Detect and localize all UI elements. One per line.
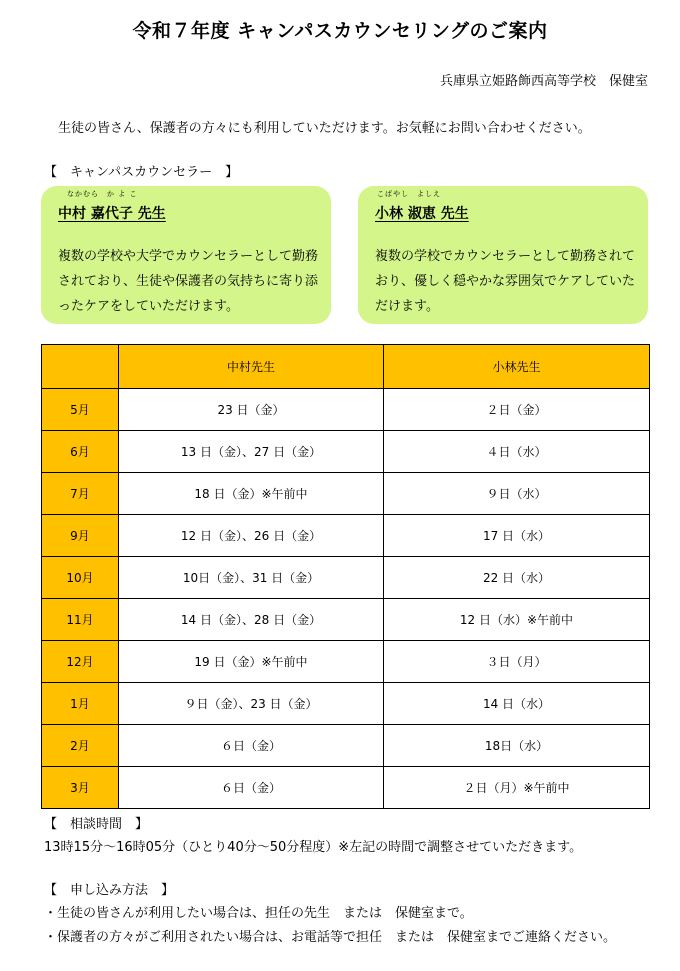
application-item-students: ・生徒の皆さんが利用したい場合は、担任の先生 または 保健室まで。	[44, 906, 473, 921]
header-cell-kobayashi: 小林先生	[384, 345, 650, 389]
kobayashi-date-cell: 12 日（水）※午前中	[384, 599, 650, 641]
kobayashi-date-cell: ９日（水）	[384, 473, 650, 515]
month-cell: 3月	[42, 767, 119, 809]
nakamura-date-cell: 19 日（金）※午前中	[119, 641, 384, 683]
table-row	[42, 389, 650, 431]
schedule-header-row	[42, 345, 650, 389]
kobayashi-date-cell: ２日（金）	[384, 389, 650, 431]
month-cell: 9月	[42, 515, 119, 557]
kobayashi-date-cell: 18日（水）	[384, 725, 650, 767]
month-cell: 7月	[42, 473, 119, 515]
counselor-card-kobayashi	[358, 186, 648, 324]
month-cell: 2月	[42, 725, 119, 767]
nakamura-date-cell: 14 日（金）、28 日（金）	[119, 599, 384, 641]
kobayashi-date-cell: ４日（水）	[384, 431, 650, 473]
nakamura-date-cell: 13 日（金）、27 日（金）	[119, 431, 384, 473]
consultation-time-heading: 【 相談時間 】	[44, 817, 149, 832]
nakamura-date-cell: 12 日（金）、26 日（金）	[119, 515, 384, 557]
table-row	[42, 767, 650, 809]
counselor-card-nakamura	[41, 186, 331, 324]
kobayashi-date-cell: 17 日（水）	[384, 515, 650, 557]
nakamura-date-cell: ９日（金）、23 日（金）	[119, 683, 384, 725]
table-row	[42, 515, 650, 557]
counselor-description: 複数の学校や大学でカウンセラーとして勤務されており、生徒や保護者の気持ちに寄り添ったケアをしていただけます。	[58, 249, 319, 314]
page-title: 令和７年度 キャンパスカウンセリングのご案内	[132, 20, 548, 42]
month-cell: 1月	[42, 683, 119, 725]
counselor-furigana: こばやし よしえ	[377, 190, 441, 198]
counselor-description: 複数の学校でカウンセラーとして勤務されており、優しく穏やかな雰囲気でケアしていただけます。	[375, 249, 636, 314]
header-cell-month	[42, 345, 119, 389]
kobayashi-date-cell: 22 日（水）	[384, 557, 650, 599]
month-cell: 10月	[42, 557, 119, 599]
table-row	[42, 557, 650, 599]
header-cell-nakamura: 中村先生	[119, 345, 384, 389]
table-row	[42, 431, 650, 473]
counselor-name: 小林 淑恵 先生	[375, 206, 469, 222]
organization-name: 兵庫県立姫路飾西高等学校 保健室	[439, 74, 648, 89]
application-heading: 【 申し込み方法 】	[44, 883, 175, 898]
intro-text: 生徒の皆さん、保護者の方々にも利用していただけます。お気軽にお問い合わせください。	[58, 121, 591, 136]
nakamura-date-cell: ６日（金）	[119, 725, 384, 767]
counselor-furigana: なかむら か よ こ	[67, 190, 138, 198]
month-cell: 6月	[42, 431, 119, 473]
table-row	[42, 641, 650, 683]
counselor-name: 中村 嘉代子 先生	[58, 206, 166, 222]
nakamura-date-cell: 10日（金）、31 日（金）	[119, 557, 384, 599]
kobayashi-date-cell: 14 日（水）	[384, 683, 650, 725]
table-row	[42, 473, 650, 515]
kobayashi-date-cell: ３日（月）	[384, 641, 650, 683]
month-cell: 5月	[42, 389, 119, 431]
application-item-guardians: ・保護者の方々がご利用されたい場合は、お電話等で担任 または 保健室までご連絡ください。	[44, 930, 617, 945]
schedule-table	[41, 344, 650, 809]
table-row	[42, 599, 650, 641]
kobayashi-date-cell: ２日（月）※午前中	[384, 767, 650, 809]
table-row	[42, 683, 650, 725]
nakamura-date-cell: 23 日（金）	[119, 389, 384, 431]
nakamura-date-cell: ６日（金）	[119, 767, 384, 809]
month-cell: 11月	[42, 599, 119, 641]
month-cell: 12月	[42, 641, 119, 683]
consultation-time-text: 13時15分～16時05分（ひとり40分～50分程度）※左記の時間で調整させていただきます。	[44, 840, 583, 855]
nakamura-date-cell: 18 日（金）※午前中	[119, 473, 384, 515]
table-row	[42, 725, 650, 767]
counselor-section-heading: 【 キャンパスカウンセラー 】	[44, 165, 239, 180]
